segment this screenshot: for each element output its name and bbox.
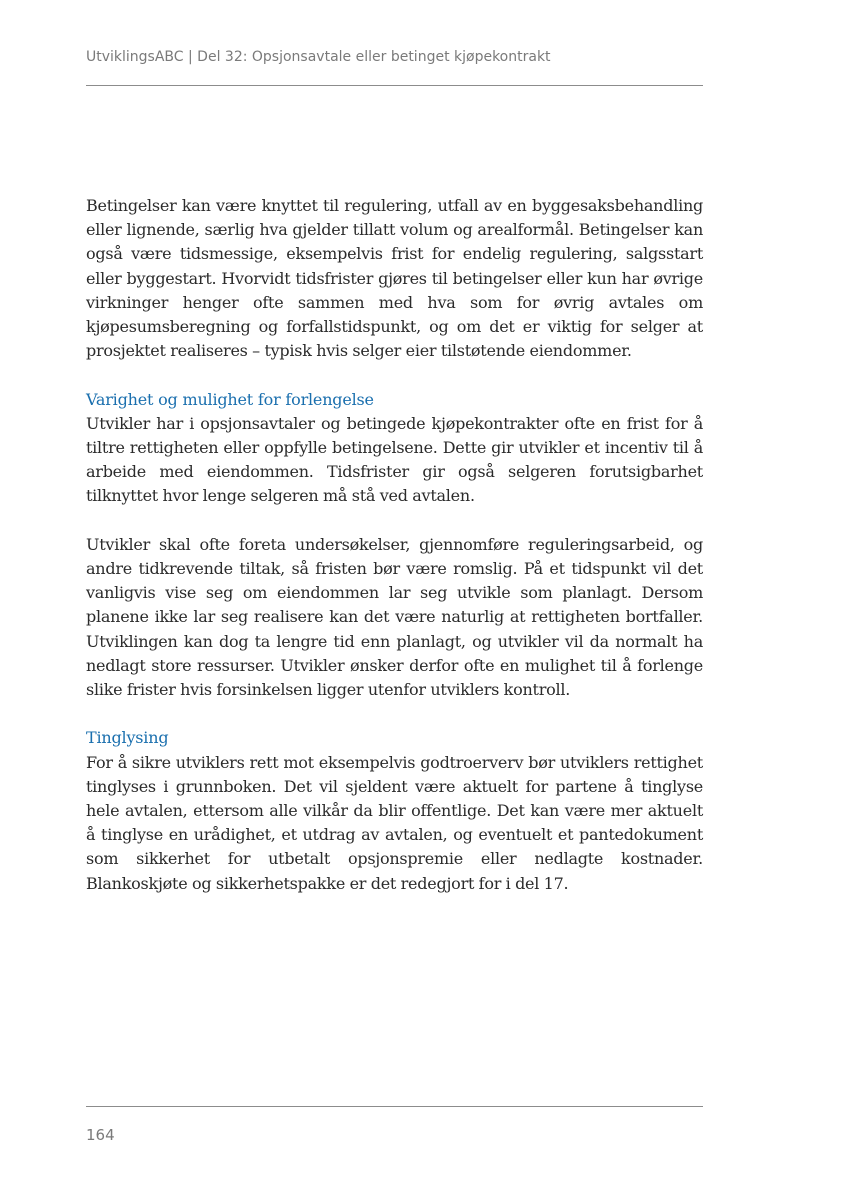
- intro-paragraph: Betingelser kan være knyttet til regulering, utfall av en byggesaksbehandling eller lignende, særlig hva gjelder tillatt volum og arealformål. Betingelser kan også være tidsmessige, eksempelvis frist for endelig regulering, salgsstart eller byggestart. Hvorvidt tidsfrister gjøres til betingelser eller kun har øvrige virkninger henger ofte sammen med hva som for øvrig avtales om kjøpesumsberegning og forfallstidspunkt, og om det er viktig for selger at prosjektet realiseres – typisk hvis selger eier tilstøtende eiendommer.: [86, 196, 703, 361]
- duration-paragraph-1: Utvikler har i opsjonsavtaler og betingede kjøpekontrakter ofte en frist for å tiltre rettigheten eller oppfylle betingelsene. Dette gir utvikler et incentiv til å arbeide med eiendommen. Tidsfrister gir også selgeren forutsigbarhet tilknyttet hvor lenge selgeren må stå ved avtalen.: [86, 413, 703, 506]
- running-header: UtviklingsABC | Del 32: Opsjonsavtale eller betinget kjøpekontrakt: [86, 49, 551, 65]
- footer-divider: [86, 1106, 703, 1107]
- duration-paragraph-2: Utvikler skal ofte foreta undersøkelser, gjennomføre reguleringsarbeid, og andre tidkrevende tiltak, så fristen bør være romslig. På et tidspunkt vil det vanligvis vise seg om eiendommen lar seg utvikle som planlagt. Dersom planene ikke lar seg realisere kan det være naturlig at rettigheten bortfaller. Utviklingen kan dog ta lengre tid enn planlagt, og utvikler vil da normalt ha nedlagt store ressurser. Utvikler ønsker derfor ofte en mulighet til å forlenge slike frister hvis forsinkelsen ligger utenfor utviklers kontroll.: [86, 534, 703, 700]
- section-heading-duration: Varighet og mulighet for forlengelse: [86, 389, 374, 409]
- page-number: 164: [86, 1126, 115, 1144]
- header-divider: [86, 85, 703, 86]
- page-content: [86, 194, 703, 896]
- registration-paragraph-1: For å sikre utviklers rett mot eksempelvis godtroerverv bør utviklers rettighet tinglyses i grunnboken. Det vil sjeldent være aktuelt for partene å tinglyse hele avtalen, ettersom alle vilkår da blir offentlige. Det kan være mer aktuelt å tinglyse en urådighet, et utdrag av avtalen, og eventuelt et pantedokument som sikkerhet for utbetalt opsjonspremie eller nedlagte kostnader. Blankoskjøte og sikkerhetspakke er det redegjort for i del 17.: [86, 752, 703, 893]
- section-heading-registration: Tinglysing: [86, 728, 169, 748]
